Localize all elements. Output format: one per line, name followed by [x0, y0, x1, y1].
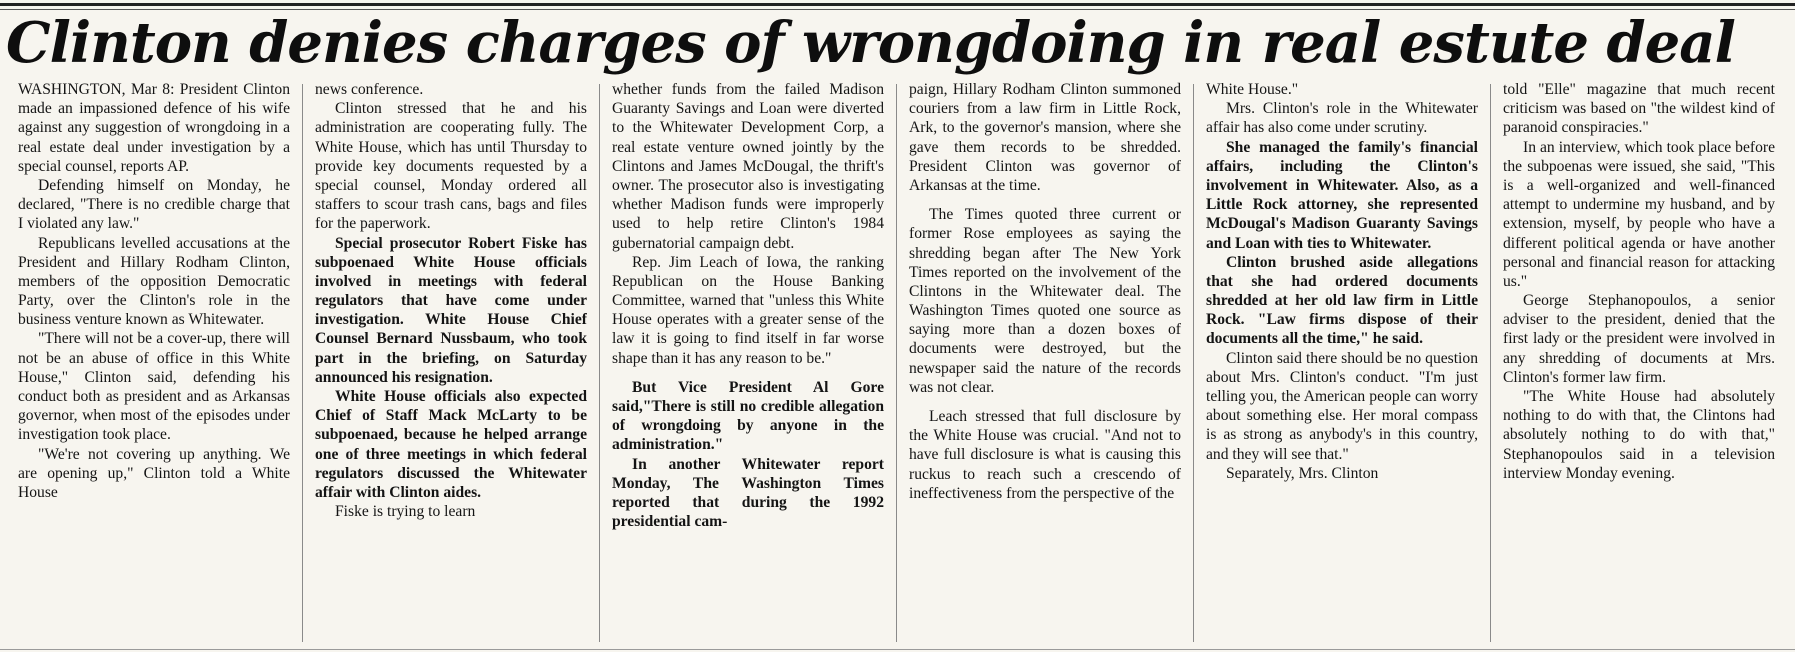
article-paragraph: "The White House had absolutely nothing to do with that, the Clintons had absolutely nothing to do with that," Stephanopoulos said in a television interview Monday evening.	[1503, 388, 1775, 482]
article-paragraph: Clinton stressed that he and his administration are cooperating fully. The White House, which has until Thursday to provide key documents requested by a special counsel, Monday ordered all staffers to scour trash cans, bags and files for the paperwork.	[315, 100, 587, 233]
article-paragraph: WASHINGTON, Mar 8: President Clinton made an impassioned defence of his wife against any suggestion of wrongdoing in a real estate deal under investigation by a special counsel, reports AP.	[18, 81, 290, 175]
article-paragraph: Separately, Mrs. Clinton	[1226, 464, 1379, 482]
article-paragraph: In an interview, which took place before the subpoenas were issued, she said, "This is a well-organized and well-financed attempt to undermine my husband, and by extension, myself, by people who have a different political agenda or have another personal and financial reason for attacking us."	[1503, 138, 1775, 290]
article-paragraph: Clinton said there should be no question about Mrs. Clinton's conduct. "I'm just telling you, the American people can worry about something else. Her moral compass is as strong as anybody's in this country, and they will see that."	[1206, 349, 1478, 463]
article-paragraph: Special prosecutor Robert Fiske has subpoenaed White House officials involved in meetings with federal regulators that have come under investigation. White House Chief Counsel Bernard Nussbaum, who took part in the briefing, on Saturday announced his resignation.	[315, 234, 587, 386]
article-paragraph: told "Elle" magazine that much recent criticism was based on "the wildest kind of paranoid conspiracies."	[1503, 81, 1775, 137]
article-paragraph: Clinton brushed aside allegations that she had ordered documents shredded at her old law firm in Little Rock. "Law firms dispose of their documents all the time," he said.	[1206, 253, 1478, 348]
article-paragraph: paign, Hillary Rodham Clinton summoned couriers from a law firm in Little Rock, Ark, to the governor's mansion, where she gave them records to be shredded. President Clinton was governor of Arkansas at the time.	[909, 81, 1181, 194]
article-paragraph: White House."	[1206, 81, 1299, 98]
column-rule-1	[302, 84, 303, 642]
article-paragraph: Republicans levelled accusations at the President and Hillary Rodham Clinton, members of the opposition Democratic Party, over the Clinton's role in the business venture known as Whitewater.	[18, 234, 290, 329]
article-body	[18, 80, 1788, 648]
article-paragraph: But Vice President Al Gore said,"There is still no credible allegation of wrongdoing by anyone in the administration."	[612, 378, 884, 454]
column-rule-3	[896, 84, 897, 642]
article-paragraph: news conference.	[315, 81, 424, 98]
column-rule-4	[1193, 84, 1194, 642]
article-paragraph: Fiske is trying to learn	[335, 503, 476, 521]
article-column-3	[612, 80, 884, 648]
article-paragraph: Defending himself on Monday, he declared, "There is no credible charge that I violated any law."	[18, 176, 290, 233]
headline: Clinton denies charges of wrongdoing in real estute deal	[6, 10, 1735, 76]
bottom-rule	[0, 649, 1795, 650]
article-paragraph: whether funds from the failed Madison Guaranty Savings and Loan were diverted to the Whitewater Development Corp, a real estate venture owned jointly by the Clintons and James McDougal, the thrift's owner. The prosecutor also is investigating whether Madison funds were improperly used to help retire Clinton's 1984 gubernatorial campaign debt.	[612, 81, 884, 252]
article-paragraph: George Stephanopoulos, a senior adviser to the president, denied that the first lady or the president were involved in any shredding of documents at Mrs. Clinton's former law firm.	[1503, 292, 1775, 386]
article-column-5	[1206, 80, 1478, 648]
article-paragraph: "We're not covering up anything. We are opening up," Clinton told a White House	[18, 445, 290, 501]
article-paragraph: Mrs. Clinton's role in the Whitewater affair has also come under scrutiny.	[1206, 100, 1478, 137]
article-column-4	[909, 80, 1181, 648]
article-paragraph: White House officials also expected Chief of Staff Mack McLarty to be subpoenaed, because he helped arrange one of three meetings in which federal regulators discussed the Whitewater affair with Clinton aides.	[315, 388, 587, 501]
article-paragraph: In another Whitewater report Monday, The Washington Times reported that during the 1992 presidential cam-	[612, 455, 884, 531]
top-rule	[0, 3, 1795, 6]
column-rule-2	[599, 84, 600, 642]
article-paragraph: She managed the family's financial affairs, including the Clinton's involvement in Whitewater. Also, as a Little Rock attorney, she represented McDougal's Madison Guaranty Savings and Loan with ties to Whitewater.	[1206, 138, 1478, 252]
article-paragraph: Leach stressed that full disclosure by the White House was crucial. "And not to have full disclosure is what is causing this ruckus to reach such a crescendo of ineffectiveness from the perspective of the	[909, 408, 1181, 502]
article-column-6	[1503, 80, 1775, 648]
article-paragraph: The Times quoted three current or former Rose employees as saying the shredding began after The New York Times reported on the involvement of the Clintons in the Whitewater deal. The Washington Times quoted one source as saying more than a dozen boxes of documents were destroyed, but the newspaper said the nature of the records was not clear.	[909, 206, 1181, 396]
article-paragraph: Rep. Jim Leach of Iowa, the ranking Republican on the House Banking Committee, warned that "unless this White House operates with a greater sense of the law it is going to find itself in far worse shape than it has any reason to be."	[612, 253, 884, 367]
article-paragraph: "There will not be a cover-up, there will not be an abuse of office in this White House," Clinton said, defending his conduct both as president and as Arkansas governor, when most of the episodes under investigation took place.	[18, 330, 290, 444]
article-column-1	[18, 80, 290, 648]
column-rule-5	[1490, 84, 1491, 642]
article-column-2	[315, 80, 587, 648]
